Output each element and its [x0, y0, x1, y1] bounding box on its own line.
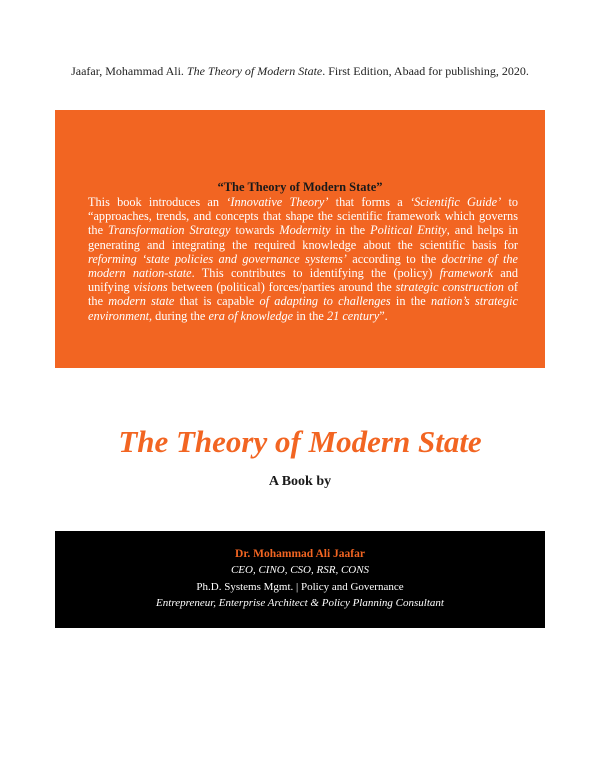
citation-prefix: Jaafar, Mohammad Ali.	[71, 64, 187, 78]
summary-text: ”.	[379, 308, 388, 323]
summary-emphasis: of adapting to challenges	[259, 294, 391, 309]
summary-emphasis: ‘Scientific Guide’	[409, 195, 502, 209]
book-by-label: A Book by	[268, 474, 332, 489]
summary-text: . This contributes to identifying the (policy)	[191, 266, 440, 281]
summary-text: This book introduces an	[88, 195, 227, 209]
summary-title: “The Theory of Modern State”	[217, 180, 383, 194]
summary-text: between (political) forces/parties around the	[167, 280, 396, 295]
summary-text: that is capable	[174, 294, 260, 309]
author-roles: Entrepreneur, Enterprise Architect & Policy Planning Consultant	[156, 597, 444, 609]
summary-text: in the	[293, 308, 327, 323]
summary-text: towards	[230, 223, 280, 238]
summary-box	[55, 110, 545, 368]
summary-emphasis: doctrine of the modern nation-state	[88, 251, 518, 281]
summary-emphasis: Transformation Strategy	[108, 223, 231, 238]
author-name: Dr. Mohammad Ali Jaafar	[235, 548, 365, 560]
summary-emphasis: strategic construction	[395, 280, 504, 295]
summary-text: in the	[330, 223, 371, 238]
summary-emphasis: modern state	[108, 294, 175, 309]
author-titles: CEO, CINO, CSO, RSR, CONS	[230, 564, 370, 576]
summary-text: in the	[390, 294, 431, 309]
citation-book-title: The Theory of Modern State	[186, 64, 323, 78]
summary-text: , and helps in generating and integrating the required knowledge about the scientific basis for	[88, 223, 518, 252]
summary-emphasis: Modernity	[279, 223, 331, 238]
summary-text: that forms a	[328, 195, 410, 209]
summary-text: according to the	[346, 251, 442, 266]
summary-emphasis: framework	[439, 266, 493, 281]
summary-emphasis: era of knowledge	[208, 308, 294, 323]
citation-suffix: . First Edition, Abaad for publishing, 2020.	[322, 64, 529, 78]
summary-emphasis: nation’s strategic environment	[88, 294, 518, 323]
summary-emphasis: Political Entity	[370, 223, 447, 238]
author-box	[55, 531, 545, 628]
summary-emphasis: visions	[133, 280, 168, 295]
citation-line	[0, 64, 600, 79]
summary-text: to “approaches, trends, and concepts that shape the scientific framework which governs the	[88, 195, 519, 238]
book-title: The Theory of Modern State	[118, 424, 482, 459]
summary-text: and unifying	[88, 266, 518, 295]
summary-text: of the	[88, 280, 518, 309]
summary-paragraph	[88, 195, 518, 323]
summary-emphasis: 21 century	[326, 308, 380, 323]
summary-text: , during the	[149, 308, 209, 323]
summary-emphasis: reforming ‘state policies and governance systems’	[88, 251, 347, 266]
summary-emphasis: ‘Innovative Theory’	[226, 195, 329, 209]
author-degree: Ph.D. Systems Mgmt. | Policy and Governance	[196, 581, 404, 593]
